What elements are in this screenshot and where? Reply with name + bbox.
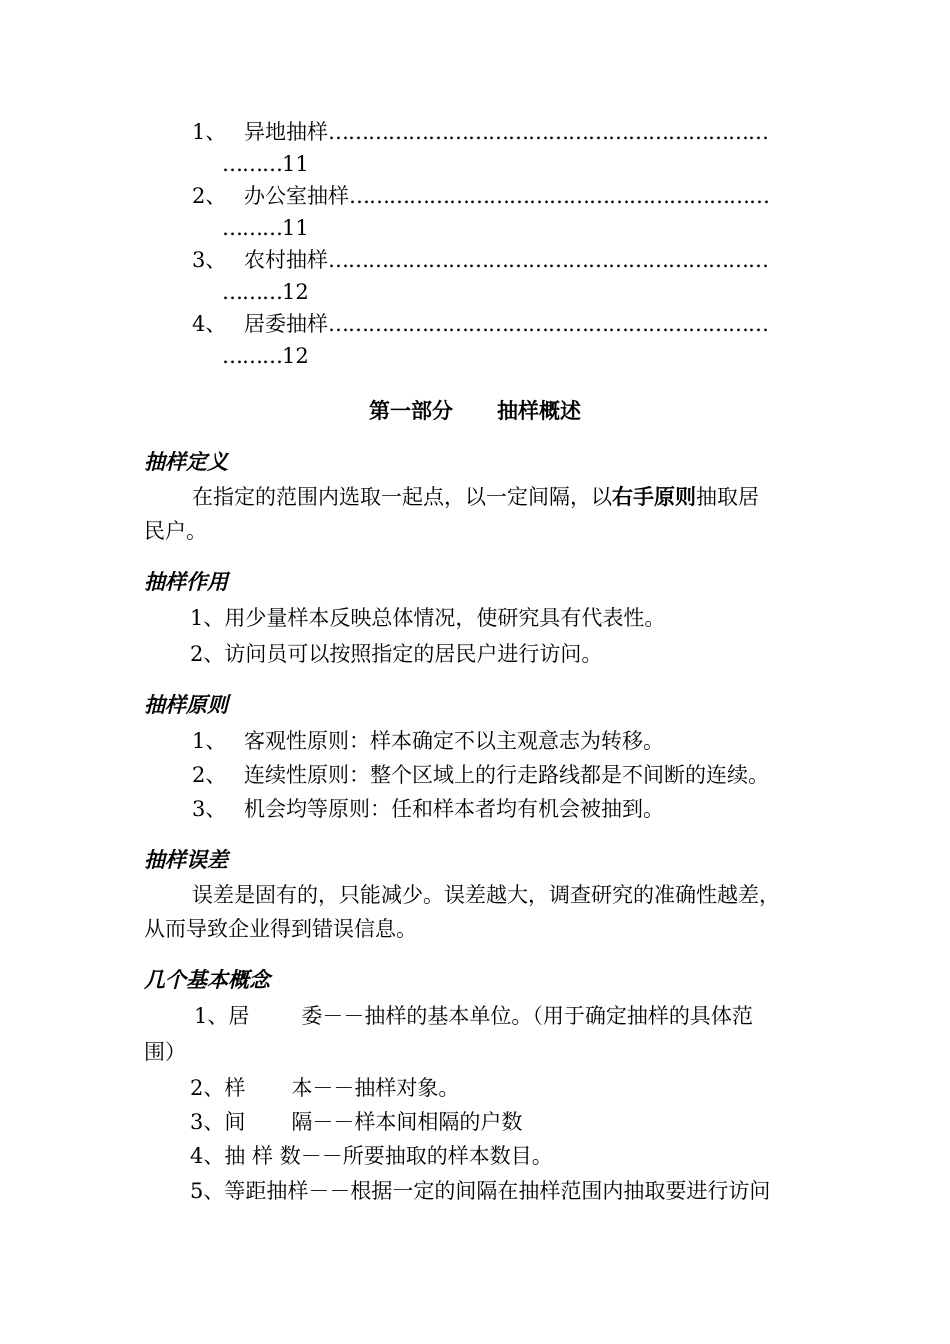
toc-entry-3-page [222,278,309,306]
section-heading-effect: 抽样作用 [144,570,228,594]
definition-emphasis: 右手原则 [612,485,696,509]
toc-entry-3[interactable] [192,246,768,274]
concept-definition: 委－－抽样的基本单位。（用于确定抽样的具体范 [301,1004,753,1028]
concept-item-5: 5、等距抽样－－根据一定的间隔在抽样范围内抽取要进行访问 [190,1179,771,1203]
concept-item-1 [194,1002,753,1030]
toc-leader: ……… [222,344,282,368]
toc-leader: ………………………………………………………… [328,312,768,336]
toc-entry-2-page [222,214,309,242]
list-text: 连续性原则：整个区域上的行走路线都是不间断的连续。 [244,763,769,787]
toc-entry-1-page [222,150,309,178]
list-text: 机会均等原则：任和样本者均有机会被抽到。 [244,797,664,821]
toc-leader: ……… [222,280,282,304]
list-number: 1、 [192,729,227,753]
concept-item-4: 4、抽 样 数－－所要抽取的样本数目。 [190,1144,553,1168]
toc-title: 居委抽样 [244,312,328,336]
definition-text-end: 抽取居 [696,485,759,509]
definition-text: 在指定的范围内选取一起点，以一定间隔，以 [192,485,612,509]
toc-page-number: 12 [282,344,309,368]
toc-entry-4-page [222,342,309,370]
concept-term: 3、间 [190,1110,246,1134]
toc-entry-1[interactable] [192,118,768,146]
concept-definition: 本－－抽样对象。 [291,1076,460,1100]
concept-item-1-cont: 围） [144,1040,186,1064]
section-heading-principle: 抽样原则 [144,693,228,717]
error-paragraph-line2: 从而导致企业得到错误信息。 [144,917,417,941]
toc-page-number: 12 [282,280,309,304]
toc-number: 1、 [192,120,227,144]
toc-entry-2[interactable] [192,182,769,210]
toc-page-number: 11 [282,216,309,240]
effect-item-1: 1、用少量样本反映总体情况，使研究具有代表性。 [190,606,666,630]
toc-leader: ……… [222,152,282,176]
toc-entry-4[interactable] [192,310,768,338]
part-heading: 抽样概述 [497,399,581,423]
list-text: 客观性原则：样本确定不以主观意志为转移。 [244,729,664,753]
principle-item-2 [192,761,769,789]
list-number: 2、 [192,763,227,787]
effect-item-2: 2、访问员可以按照指定的居民户进行访问。 [190,642,603,666]
toc-title: 农村抽样 [244,248,328,272]
part-title [0,397,950,425]
section-heading-concepts: 几个基本概念 [144,968,270,992]
principle-item-3 [192,795,664,823]
toc-number: 3、 [192,248,227,272]
toc-leader: ………………………………………………………… [328,120,768,144]
toc-page-number: 11 [282,152,309,176]
concept-definition: 隔－－样本间相隔的户数 [291,1110,523,1134]
definition-paragraph-line2: 民户。 [144,519,207,543]
toc-leader: ……… [222,216,282,240]
toc-title: 办公室抽样 [244,184,349,208]
toc-leader: ………………………………………………………… [328,248,768,272]
section-heading-error: 抽样误差 [144,848,228,872]
part-label: 第一部分 [369,399,453,423]
toc-number: 2、 [192,184,227,208]
error-paragraph-line1: 误差是固有的，只能减少。误差越大，调查研究的准确性越差， [192,883,780,907]
section-heading-definition: 抽样定义 [144,450,228,474]
toc-leader: ……………………………………………………… [349,184,769,208]
concept-item-2 [190,1074,459,1102]
concept-term: 2、样 [190,1076,246,1100]
concept-term: 1、居 [194,1004,250,1028]
toc-title: 异地抽样 [244,120,328,144]
definition-paragraph-line1 [192,483,759,511]
toc-number: 4、 [192,312,227,336]
list-number: 3、 [192,797,227,821]
principle-item-1 [192,727,664,755]
concept-item-3 [190,1108,522,1136]
